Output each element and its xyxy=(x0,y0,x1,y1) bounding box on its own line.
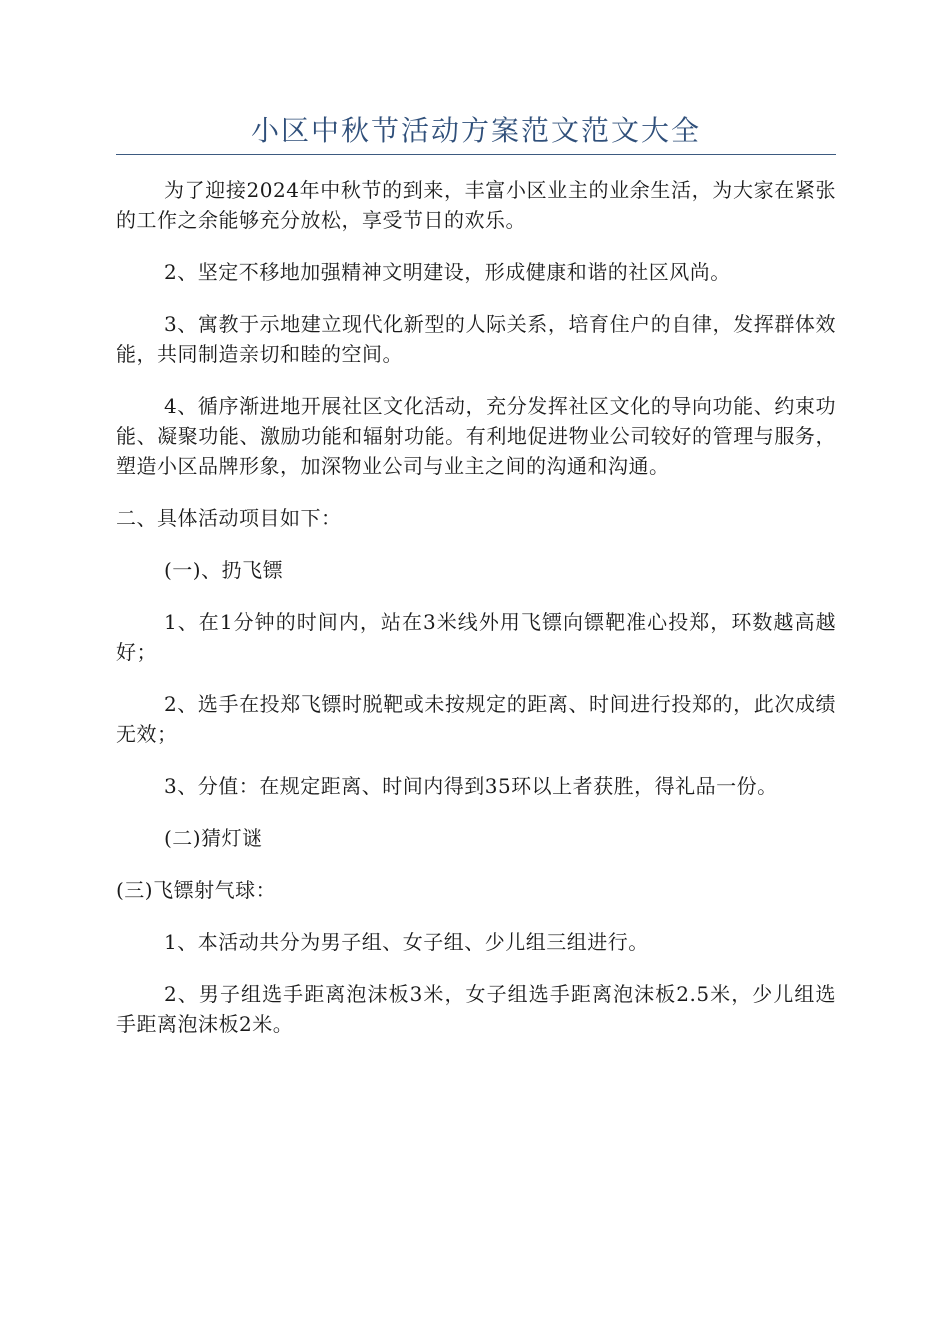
paragraph: 2、选手在投郑飞镖时脱靶或未按规定的距离、时间进行投郑的，此次成绩无效； xyxy=(116,692,836,746)
paragraph: 1、本活动共分为男子组、女子组、少儿组三组进行。 xyxy=(164,930,649,954)
title-block xyxy=(116,114,836,155)
subsection-heading: (三)飞镖射气球： xyxy=(116,878,277,902)
section-heading: 二、具体活动项目如下： xyxy=(116,506,342,530)
paragraph: 为了迎接2024年中秋节的到来，丰富小区业主的业余生活，为大家在紧张的工作之余能够充分放松，享受节日的欢乐。 xyxy=(116,178,836,232)
paragraph: 1、在1分钟的时间内，站在3米线外用飞镖向镖靶准心投郑，环数越高越好； xyxy=(116,610,836,664)
paragraph: 3、分值：在规定距离、时间内得到35环以上者获胜，得礼品一份。 xyxy=(164,774,778,798)
paragraph: 2、男子组选手距离泡沫板3米，女子组选手距离泡沫板2.5米，少儿组选手距离泡沫板2米。 xyxy=(116,982,836,1036)
document-body xyxy=(116,175,836,1039)
paragraph: 3、寓教于示地建立现代化新型的人际关系，培育住户的自律，发挥群体效能，共同制造亲切和睦的空间。 xyxy=(116,312,836,366)
document-title: 小区中秋节活动方案范文范文大全 xyxy=(250,114,701,147)
subsection-heading: (一)、扔飞镖 xyxy=(164,558,284,582)
document-page xyxy=(116,0,836,1061)
subsection-heading: (二)猜灯谜 xyxy=(164,826,263,850)
paragraph: 4、循序渐进地开展社区文化活动，充分发挥社区文化的导向功能、约束功能、凝聚功能、激励功能和辐射功能。有利地促进物业公司较好的管理与服务，塑造小区品牌形象，加深物业公司与业主之间的沟通和沟通。 xyxy=(116,394,836,478)
paragraph: 2、坚定不移地加强精神文明建设，形成健康和谐的社区风尚。 xyxy=(164,260,731,284)
